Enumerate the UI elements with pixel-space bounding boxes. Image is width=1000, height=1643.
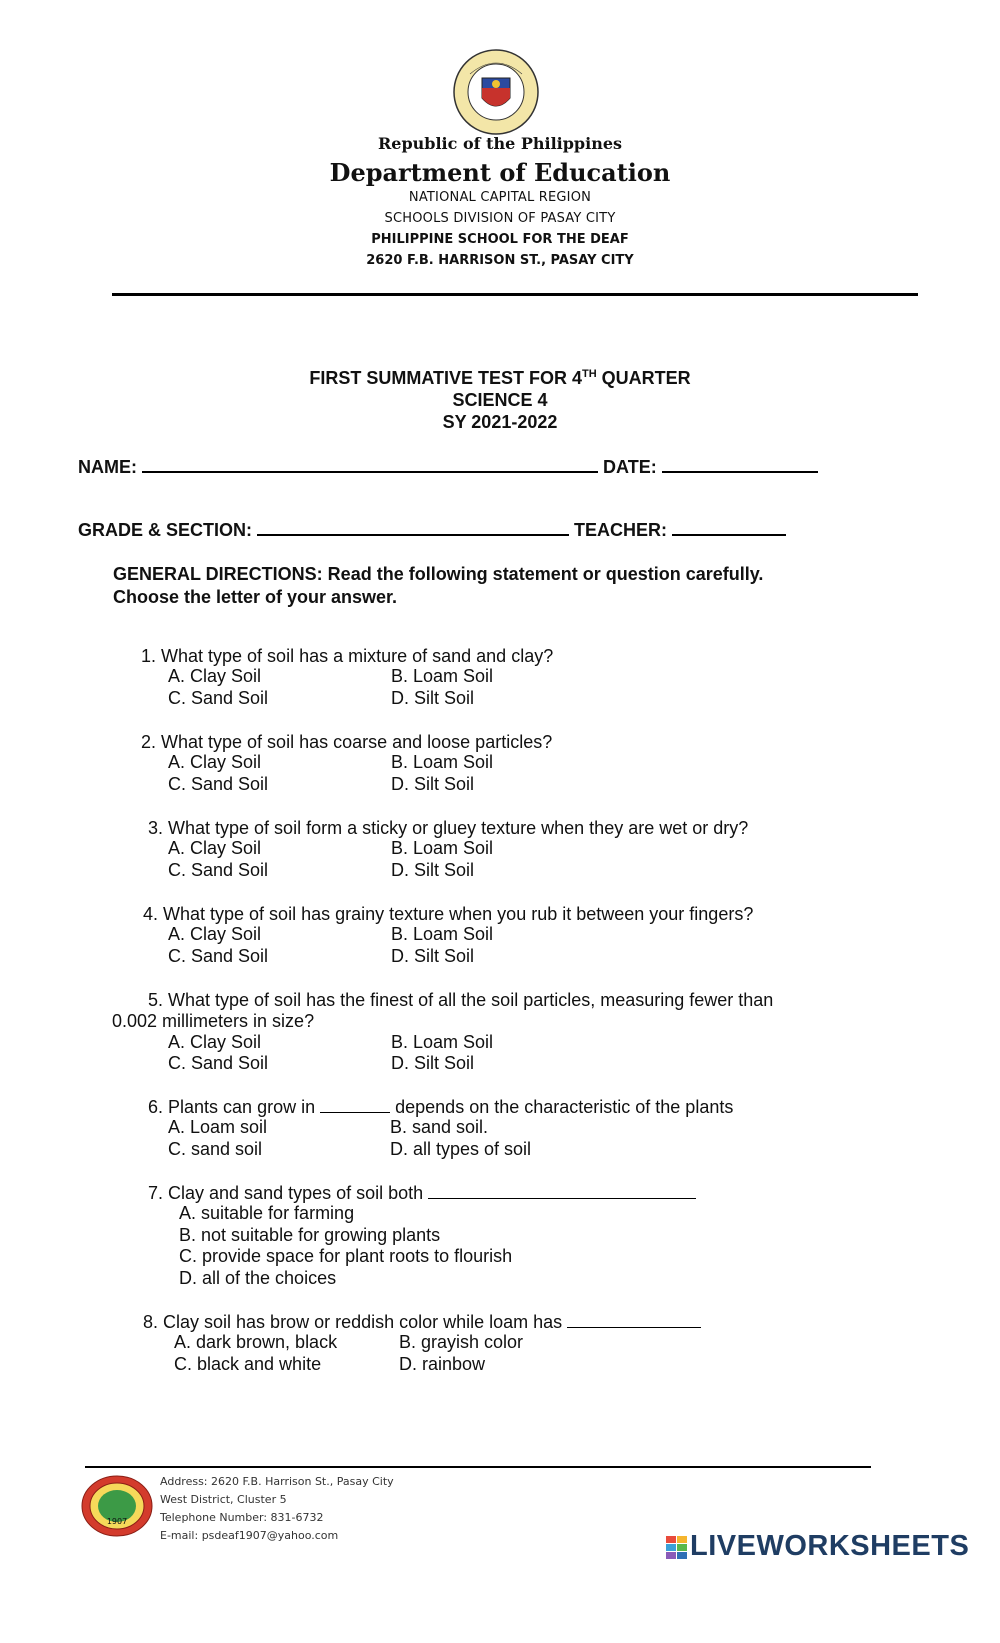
footer-divider (85, 1466, 871, 1468)
date-field[interactable] (662, 455, 818, 473)
q7-option-b[interactable]: B. not suitable for growing plants (179, 1225, 441, 1245)
q1-option-d[interactable]: D. Silt Soil (391, 688, 475, 708)
q3-option-c[interactable]: C. Sand Soil (168, 860, 269, 880)
q3-option-d[interactable]: D. Silt Soil (391, 860, 475, 880)
q1-option-b[interactable]: B. Loam Soil (391, 666, 494, 686)
q8-option-d[interactable]: D. rainbow (399, 1354, 486, 1374)
q2-option-c[interactable]: C. Sand Soil (168, 774, 269, 794)
question-3: 3. What type of soil form a sticky or gluey texture when they are wet or dry? (148, 818, 749, 838)
q6-option-b[interactable]: B. sand soil. (390, 1117, 489, 1137)
grade-teacher-row (78, 518, 786, 541)
q7-option-a[interactable]: A. suitable for farming (179, 1203, 355, 1223)
q8-blank[interactable] (567, 1313, 701, 1328)
q5-option-a[interactable]: A. Clay Soil (168, 1032, 262, 1052)
q5-option-b[interactable]: B. Loam Soil (391, 1032, 494, 1052)
q3-option-a[interactable]: A. Clay Soil (168, 838, 262, 858)
name-date-row (78, 455, 818, 478)
liveworksheets-logo-icon (666, 1534, 688, 1562)
q7-blank[interactable] (428, 1184, 696, 1199)
q3-option-b[interactable]: B. Loam Soil (391, 838, 494, 858)
deped-seal (452, 48, 540, 136)
question-1: 1. What type of soil has a mixture of sand and clay? (141, 646, 554, 666)
liveworksheets-brand[interactable]: LIVEWORKSHEETS (690, 1530, 970, 1562)
q6-option-c[interactable]: C. sand soil (168, 1139, 263, 1159)
school-year: SY 2021-2022 (442, 412, 558, 432)
logo-year: 1907 (106, 1517, 128, 1526)
q1-option-a[interactable]: A. Clay Soil (168, 666, 262, 686)
test-title: FIRST SUMMATIVE TEST FOR 4TH QUARTER (309, 368, 691, 388)
q7-option-d[interactable]: D. all of the choices (179, 1268, 337, 1288)
question-7: 7. Clay and sand types of soil both (148, 1182, 696, 1204)
republic-line: Republic of the Philippines (377, 134, 623, 153)
question-4: 4. What type of soil has grainy texture when you rub it between your fingers? (143, 904, 754, 924)
q2-option-b[interactable]: B. Loam Soil (391, 752, 494, 772)
q6-option-d[interactable]: D. all types of soil (390, 1139, 532, 1159)
directions-line-1: GENERAL DIRECTIONS: Read the following statement or question carefully. (113, 564, 764, 584)
name-field[interactable] (142, 455, 598, 473)
directions-line-2: Choose the letter of your answer. (113, 587, 398, 607)
teacher-label: TEACHER: (574, 520, 668, 540)
name-label: NAME: (78, 457, 137, 477)
address-line: 2620 F.B. HARRISON ST., PASAY CITY (366, 253, 634, 268)
q6-option-a[interactable]: A. Loam soil (168, 1117, 268, 1137)
division-line: SCHOOLS DIVISION OF PASAY CITY (384, 211, 616, 226)
header-divider (112, 293, 918, 296)
footer-phone: Telephone Number: 831-6732 (160, 1511, 324, 1524)
footer-address: Address: 2620 F.B. Harrison St., Pasay City (160, 1475, 394, 1488)
question-8: 8. Clay soil has brow or reddish color while loam has (143, 1311, 701, 1333)
q4-option-c[interactable]: C. Sand Soil (168, 946, 269, 966)
q6-blank[interactable] (320, 1098, 390, 1113)
q4-option-a[interactable]: A. Clay Soil (168, 924, 262, 944)
footer-district: West District, Cluster 5 (160, 1493, 287, 1506)
q8-option-c[interactable]: C. black and white (174, 1354, 322, 1374)
q5-option-c[interactable]: C. Sand Soil (168, 1053, 269, 1073)
department-title: Department of Education (329, 158, 671, 187)
q2-option-a[interactable]: A. Clay Soil (168, 752, 262, 772)
school-line: PHILIPPINE SCHOOL FOR THE DEAF (371, 232, 629, 247)
q8-option-a[interactable]: A. dark brown, black (174, 1332, 338, 1352)
date-label: DATE: (603, 457, 657, 477)
question-2: 2. What type of soil has coarse and loose particles? (141, 732, 553, 752)
teacher-field[interactable] (672, 518, 786, 536)
grade-section-label: GRADE & SECTION: (78, 520, 253, 540)
grade-section-field[interactable] (257, 518, 569, 536)
subject-line: SCIENCE 4 (452, 390, 548, 410)
q7-option-c[interactable]: C. provide space for plant roots to flourish (179, 1246, 513, 1266)
school-logo (80, 1474, 154, 1538)
question-5-continued: 0.002 millimeters in size? (112, 1011, 315, 1031)
q5-option-d[interactable]: D. Silt Soil (391, 1053, 475, 1073)
q4-option-d[interactable]: D. Silt Soil (391, 946, 475, 966)
q8-option-b[interactable]: B. grayish color (399, 1332, 524, 1352)
q4-option-b[interactable]: B. Loam Soil (391, 924, 494, 944)
question-5: 5. What type of soil has the finest of all the soil particles, measuring fewer than (148, 990, 774, 1010)
q2-option-d[interactable]: D. Silt Soil (391, 774, 475, 794)
question-6: 6. Plants can grow in depends on the characteristic of the plants (148, 1097, 734, 1117)
q1-option-c[interactable]: C. Sand Soil (168, 688, 269, 708)
region-line: NATIONAL CAPITAL REGION (408, 190, 592, 205)
footer-email: E-mail: psdeaf1907@yahoo.com (160, 1529, 339, 1542)
